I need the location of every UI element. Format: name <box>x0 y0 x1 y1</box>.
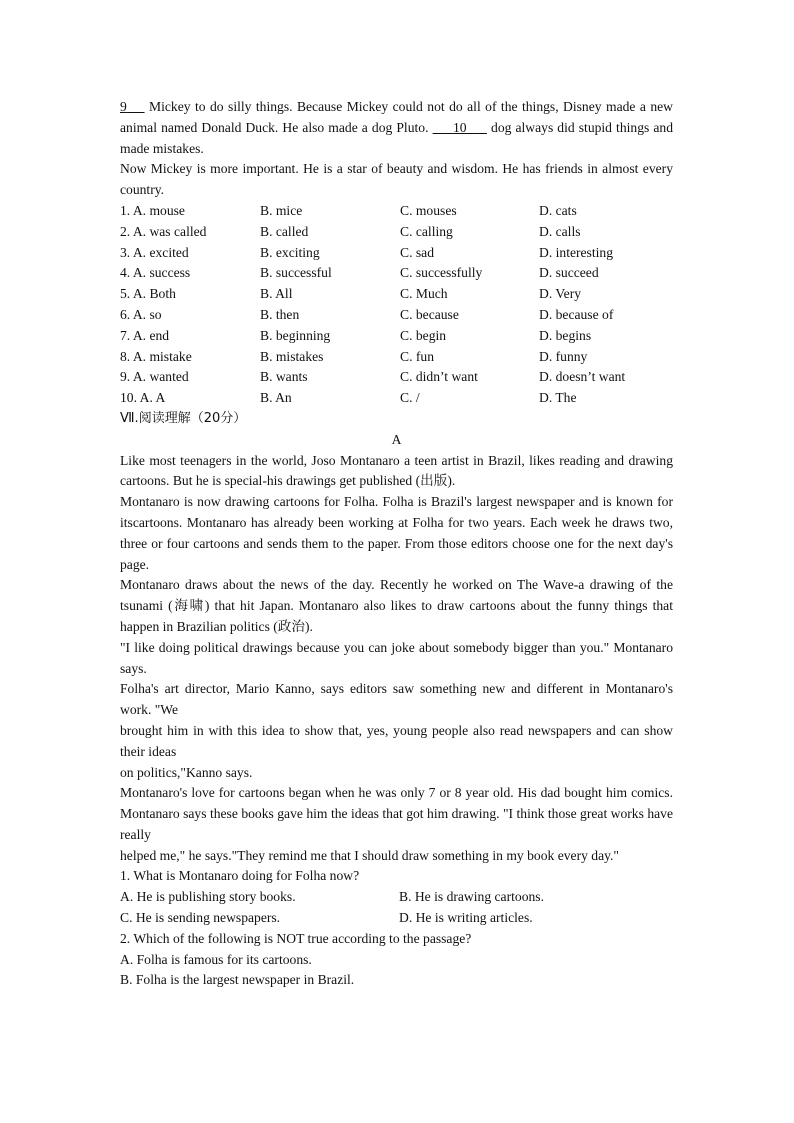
question-1-options <box>120 887 673 908</box>
document-page <box>120 97 673 991</box>
option-c: C. He is sending newspapers. <box>120 910 281 926</box>
passage-paragraph: Montanaro draws about the news of the day. Recently he worked on The Wave-a drawing of the tsunami (海啸) that hit Japan. Montanaro also likes to draw cartoons about the funny things that happen in Brazilian politics (政治). <box>120 577 673 634</box>
option-row: 9. A. wanted B. wants C. didn’t want D. doesn’t want <box>120 369 626 385</box>
option-d: D. He is writing articles. <box>399 910 533 926</box>
option-row: 6. A. so B. then C. because D. because of <box>120 306 614 322</box>
option-row: 4. A. success B. successful C. successfully D. succeed <box>120 265 599 281</box>
question-1: 1. What is Montanaro doing for Folha now? <box>120 868 360 884</box>
option-b: B. Folha is the largest newspaper in Brazil. <box>120 972 355 988</box>
option-b: B. He is drawing cartoons. <box>399 889 544 905</box>
option-a: A. Folha is famous for its cartoons. <box>120 951 312 967</box>
blank-10: 10 <box>452 119 467 135</box>
option-a: A. He is publishing story books. <box>120 889 296 905</box>
passage-paragraph: Montanaro is now drawing cartoons for Folha. Folha is Brazil's largest newspaper and is known for itscartoons. Montanaro has already been working at Folha for two years. Each week he draws two, three or four cartoons and sends them to the paper. From those editors choose one for the next day's page. <box>120 494 673 572</box>
cloze-text: Mickey to do silly things. Because Mickey could not do all of the things, Disney made a new animal named Donald Duck. He also made a dog Pluto. <box>120 99 674 135</box>
option-list <box>120 201 673 409</box>
passage-paragraph: "I like doing political drawings because you can joke about somebody bigger than you." Montanaro says. <box>120 639 673 676</box>
option-row: 8. A. mistake B. mistakes C. fun D. funny <box>120 348 588 364</box>
option-row: 7. A. end B. beginning C. begin D. begins <box>120 327 592 343</box>
option-row: 2. A. was called B. called C. calling D. calls <box>120 223 581 239</box>
passage-paragraph: brought him in with this idea to show that, yes, young people also read newspapers and can show their ideas <box>120 722 673 759</box>
question-2: 2. Which of the following is NOT true according to the passage? <box>120 930 472 946</box>
blank-9: 9 <box>120 99 127 114</box>
option-row: 5. A. Both B. All C. Much D. Very <box>120 286 582 302</box>
cloze-paragraph <box>120 97 673 159</box>
cloze-paragraph: Now Mickey is more important. He is a star of beauty and wisdom. He has friends in almost every country. <box>120 161 673 198</box>
option-row: 3. A. excited B. exciting C. sad D. interesting <box>120 244 613 260</box>
passage-paragraph: Like most teenagers in the world, Joso Montanaro a teen artist in Brazil, likes reading and drawing cartoons. But he is special-his drawings get published (出版). <box>120 452 673 489</box>
cloze-text: dog always did stupid things and made mistakes. <box>120 119 673 156</box>
option-row: 1. A. mouse B. mice C. mouses D. cats <box>120 202 577 218</box>
passage-label: A <box>391 431 402 447</box>
passage-paragraph: Folha's art director, Mario Kanno, says editors saw something new and different in Montanaro's work. "We <box>120 681 673 718</box>
section-title: Ⅶ.阅读理解（20分） <box>120 410 247 426</box>
option-row: 10. A. A B. An C. / D. The <box>120 390 577 406</box>
question-1-options <box>120 908 673 929</box>
passage-paragraph: Montanaro's love for cartoons began when he was only 7 or 8 year old. His dad bought him comics. Montanaro says these books gave him the ideas that got him drawing. "I think those great works have really <box>120 785 673 842</box>
passage-paragraph: helped me," he says."They remind me that I should draw something in my book every day." <box>120 847 619 863</box>
passage-paragraph: on politics,"Kanno says. <box>120 764 253 780</box>
